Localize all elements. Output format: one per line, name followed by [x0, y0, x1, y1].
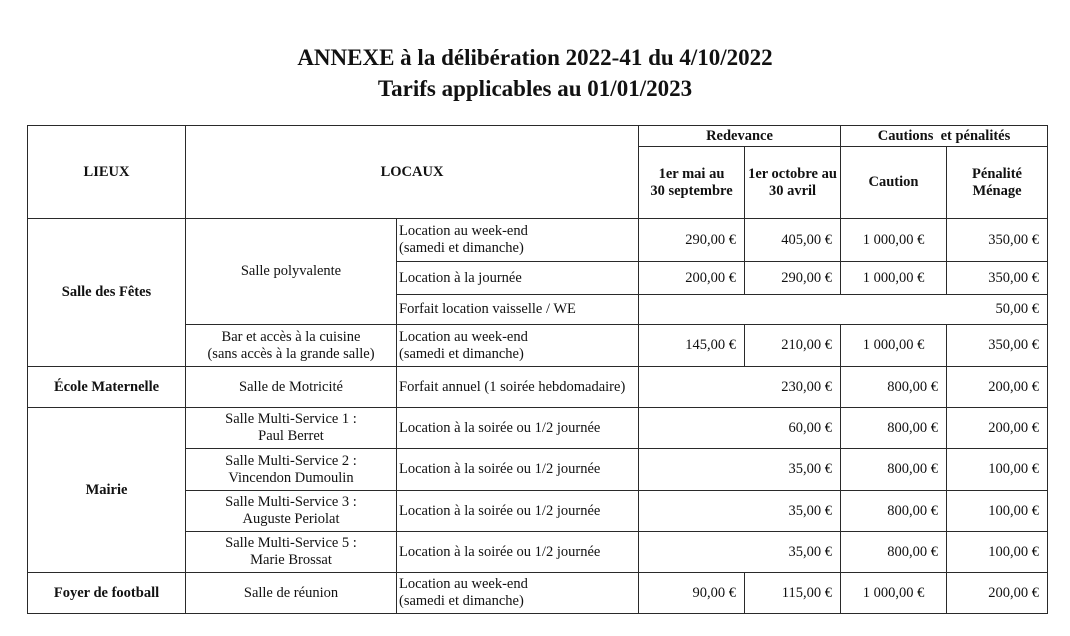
- header-lieux: LIEUX: [28, 126, 186, 219]
- deposit: 800,00 €: [841, 532, 947, 573]
- price-summer: 200,00 €: [639, 262, 745, 295]
- cleaning-penalty: 350,00 €: [947, 219, 1048, 262]
- tariff-table: [27, 125, 1048, 614]
- room-name: Salle Multi-Service 3 : Auguste Periolat: [186, 491, 397, 532]
- header-cautions-penalites: Cautions et pénalités: [841, 126, 1048, 147]
- price-fee: 230,00 €: [639, 367, 841, 408]
- formula: Location à la soirée ou 1/2 journée: [397, 449, 639, 491]
- price-winter: 210,00 €: [745, 325, 841, 367]
- deposit: 800,00 €: [841, 408, 947, 449]
- formula: Location à la soirée ou 1/2 journée: [397, 408, 639, 449]
- deposit: 1 000,00 €: [841, 262, 947, 295]
- formula: Location au week-end (samedi et dimanche): [397, 219, 639, 262]
- place-mairie: Mairie: [28, 408, 186, 573]
- room-name: Salle polyvalente: [186, 219, 397, 325]
- header-periode-hiver: 1er octobre au 30 avril: [745, 147, 841, 219]
- header-row-1: [28, 126, 1048, 147]
- price-fee: 35,00 €: [639, 532, 841, 573]
- price-summer: 145,00 €: [639, 325, 745, 367]
- cleaning-penalty: 100,00 €: [947, 449, 1048, 491]
- room-name: Salle de réunion: [186, 573, 397, 614]
- cleaning-penalty: 100,00 €: [947, 532, 1048, 573]
- deposit: 800,00 €: [841, 449, 947, 491]
- table-row: [28, 408, 1048, 449]
- cleaning-penalty: 350,00 €: [947, 325, 1048, 367]
- place-foyer-de-football: Foyer de football: [28, 573, 186, 614]
- formula: Location au week-end (samedi et dimanche): [397, 573, 639, 614]
- header-periode-ete: 1er mai au 30 septembre: [639, 147, 745, 219]
- deposit: 1 000,00 €: [841, 573, 947, 614]
- cleaning-penalty: 350,00 €: [947, 262, 1048, 295]
- cleaning-penalty: 200,00 €: [947, 408, 1048, 449]
- room-name: Bar et accès à la cuisine (sans accès à la grande salle): [186, 325, 397, 367]
- header-penalite-menage: Pénalité Ménage: [947, 147, 1048, 219]
- header-locaux: LOCAUX: [186, 126, 639, 219]
- place-salle-des-fetes: Salle des Fêtes: [28, 219, 186, 367]
- formula: Location à la journée: [397, 262, 639, 295]
- price-fee: 35,00 €: [639, 491, 841, 532]
- room-name: Salle de Motricité: [186, 367, 397, 408]
- flat-fee: 50,00 €: [639, 295, 1048, 325]
- table-row: [28, 367, 1048, 408]
- document-subtitle: Tarifs applicables au 01/01/2023: [377, 76, 693, 101]
- price-winter: 405,00 €: [745, 219, 841, 262]
- table-row: [28, 573, 1048, 614]
- price-winter: 115,00 €: [745, 573, 841, 614]
- place-ecole-maternelle: École Maternelle: [28, 367, 186, 408]
- cleaning-penalty: 200,00 €: [947, 367, 1048, 408]
- cleaning-penalty: 200,00 €: [947, 573, 1048, 614]
- deposit: 1 000,00 €: [841, 325, 947, 367]
- formula: Location à la soirée ou 1/2 journée: [397, 491, 639, 532]
- price-summer: 290,00 €: [639, 219, 745, 262]
- room-name: Salle Multi-Service 5 : Marie Brossat: [186, 532, 397, 573]
- formula: Location au week-end (samedi et dimanche): [397, 325, 639, 367]
- header-caution: Caution: [841, 147, 947, 219]
- formula: Forfait location vaisselle / WE: [397, 295, 639, 325]
- cleaning-penalty: 100,00 €: [947, 491, 1048, 532]
- deposit: 1 000,00 €: [841, 219, 947, 262]
- deposit: 800,00 €: [841, 367, 947, 408]
- document-title: ANNEXE à la délibération 2022-41 du 4/10/2022: [297, 45, 773, 70]
- header-redevance: Redevance: [639, 126, 841, 147]
- table-row: [28, 219, 1048, 262]
- price-fee: 60,00 €: [639, 408, 841, 449]
- room-name: Salle Multi-Service 1 : Paul Berret: [186, 408, 397, 449]
- room-name: Salle Multi-Service 2 : Vincendon Dumoulin: [186, 449, 397, 491]
- formula: Location à la soirée ou 1/2 journée: [397, 532, 639, 573]
- price-summer: 90,00 €: [639, 573, 745, 614]
- price-winter: 290,00 €: [745, 262, 841, 295]
- price-fee: 35,00 €: [639, 449, 841, 491]
- deposit: 800,00 €: [841, 491, 947, 532]
- formula: Forfait annuel (1 soirée hebdomadaire): [397, 367, 639, 408]
